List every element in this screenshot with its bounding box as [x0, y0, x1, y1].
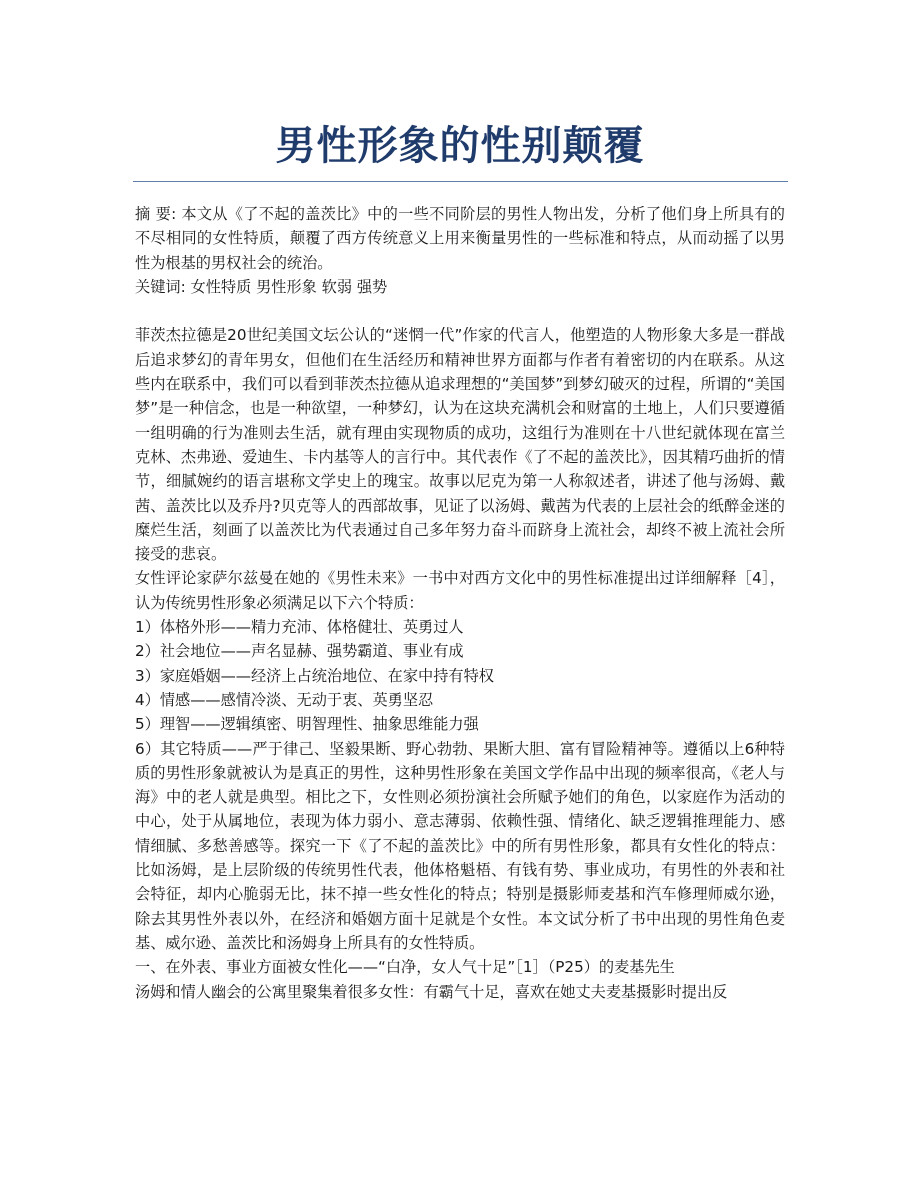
- list-item-1: 1）体格外形——精力充沛、体格健壮、英勇过人: [135, 618, 464, 637]
- body-paragraph-standards: 女性评论家萨尔兹曼在她的《男性未来》一书中对西方文化中的男性标准提出过详细解释［4］，认为传统男性形象必须满足以下六个特质：: [135, 569, 785, 612]
- list-item-5: 5）理智——逻辑缜密、明智理性、抽象思维能力强: [135, 715, 479, 734]
- abstract-paragraph: 摘 要: 本文从《了不起的盖茨比》中的一些不同阶层的男性人物出发，分析了他们身上所具有的不尽相同的女性特质，颠覆了西方传统意义上用来衡量男性的一些标准和特点，从而动摇了以男性为根基的男权社会的统治。: [135, 205, 785, 272]
- list-item-3: 3）家庭婚姻——经济上占统治地位、在家中持有特权: [135, 666, 494, 685]
- body-paragraph-intro: 菲茨杰拉德是20世纪美国文坛公认的“迷惘一代”作家的代言人，他塑造的人物形象大多是一群战后追求梦幻的青年男女，但他们在生活经历和精神世界方面都与作者有着密切的内在联系。从这些内在联系中，我们可以看到菲茨杰拉德从追求理想的“美国梦”到梦幻破灭的过程，所谓的“美国梦”是一种信念，也是一种欲望，一种梦幻，认为在这块充满机会和财富的土地上，人们只要遵循一组明确的行为准则去生活，就有理由实现物质的成功，这组行为准则在十八世纪就体现在富兰克林、杰弗逊、爱迪生、卡内基等人的言行中。其代表作《了不起的盖茨比》，因其精巧曲折的情节，细腻婉约的语言堪称文学史上的瑰宝。故事以尼克为第一人称叙述者，讲述了他与汤姆、戴茜、盖茨比以及乔丹?贝克等人的西部故事，见证了以汤姆、戴茜为代表的上层社会的纸醉金迷的糜烂生活，刻画了以盖茨比为代表通过自己多年努力奋斗而跻身上流社会，却终不被上流社会所接受的悲哀。: [135, 326, 785, 564]
- body-paragraph-section-1: 汤姆和情人幽会的公寓里聚集着很多女性：有霸气十足，喜欢在她丈夫麦基摄影时提出反: [135, 982, 728, 1001]
- list-item-4: 4）情感——感情冷淡、无动于衷、英勇坚忍: [135, 690, 434, 709]
- paragraph-spacer: [135, 299, 785, 323]
- list-item-6: 6）其它特质——严于律己、坚毅果断、野心勃勃、果断大胆、富有冒险精神等。遵循以上6种特质的男性形象就被认为是真正的男性，这种男性形象在美国文学作品中出现的频率很高，《老人与海》中的老人就是典型。相比之下，女性则必须扮演社会所赋予她们的角色，以家庭作为活动的中心，处于从属地位，表现为体力弱小、意志薄弱、依赖性强、情绪化、缺乏逻辑推理能力、感情细腻、多愁善感等。探究一下《了不起的盖茨比》中的所有男性形象，都具有女性化的特点：比如汤姆，是上层阶级的传统男性代表，他体格魁梧、有钱有势、事业成功，有男性的外表和社会特征，却内心脆弱无比，抹不掉一些女性化的特点；特别是摄影师麦基和汽车修理师威尔逊，除去其男性外表以外，在经济和婚姻方面十足就是个女性。本文试分析了书中出现的男性角色麦基、威尔逊、盖茨比和汤姆身上所具有的女性特质。: [135, 739, 785, 952]
- keywords-line: 关键词: 女性特质 男性形象 软弱 强势: [135, 277, 388, 296]
- document-title: 男性形象的性别颠覆: [275, 123, 645, 169]
- list-item-2: 2）社会地位——声名显赫、强势霸道、事业有成: [135, 642, 464, 661]
- section-heading-1: 一、在外表、事业方面被女性化——“白净，女人气十足”［1］（P25）的麦基先生: [135, 958, 675, 977]
- document-body: [135, 202, 785, 1004]
- title-divider: [133, 181, 788, 182]
